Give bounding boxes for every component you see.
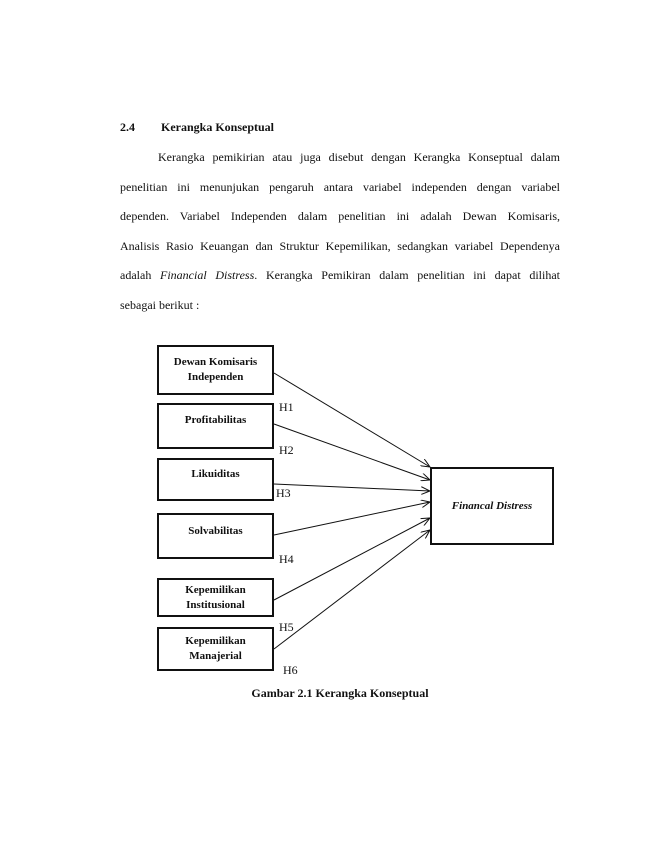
box-dewan-komisaris-independen xyxy=(157,345,274,395)
box-6-line-1: Kepemilikan xyxy=(185,635,246,647)
arrow-h6 xyxy=(274,530,430,649)
box-financial-distress xyxy=(430,467,554,545)
paragraph-line-4: Analisis Rasio Keuangan dan Struktur Kepemilikan, sedangkan variabel Dependenya xyxy=(120,238,560,253)
box-kepemilikan-manajerial xyxy=(157,627,274,671)
hypothesis-h4: H4 xyxy=(279,552,294,566)
box-likuiditas xyxy=(157,458,274,501)
box-solvabilitas xyxy=(157,513,274,559)
paragraph-line-3: dependen. Variabel Independen dalam penelitian ini adalah Dewan Komisaris, xyxy=(120,209,560,223)
box-6-line-2: Manajerial xyxy=(189,650,242,662)
box-4-line-1: Solvabilitas xyxy=(188,525,243,537)
hypothesis-h5: H5 xyxy=(279,620,294,634)
arrow-h3 xyxy=(274,484,430,491)
box-5-line-1: Kepemilikan xyxy=(185,583,246,596)
box-kepemilikan-institusional xyxy=(157,578,274,617)
arrow-h2 xyxy=(274,424,430,480)
hypothesis-h1: H1 xyxy=(279,400,294,414)
dependent-label: Financal Distress xyxy=(451,499,533,512)
paragraph-line-5-italic: Financial Distress xyxy=(160,268,255,282)
box-2-line-1: Profitabilitas xyxy=(184,414,247,426)
hypothesis-h6: H6 xyxy=(283,663,298,677)
hypothesis-h3: H3 xyxy=(276,486,291,500)
section-title: Kerangka Konseptual xyxy=(161,120,275,134)
section-number: 2.4 xyxy=(120,120,135,134)
figure-caption: Gambar 2.1 Kerangka Konseptual xyxy=(251,686,429,700)
paragraph-line-5-pre: adalah xyxy=(120,268,161,282)
box-profitabilitas xyxy=(157,403,274,449)
paragraph-line-1: Kerangka pemikirian atau juga disebut dengan Kerangka Konseptual dalam xyxy=(158,150,560,164)
paragraph-line-5-post: . Kerangka Pemikiran dalam penelitian ini dapat dilihat xyxy=(254,268,561,282)
hypothesis-h2: H2 xyxy=(279,443,294,457)
arrow-h1 xyxy=(274,373,430,467)
box-5-line-2: Institusional xyxy=(186,598,245,611)
box-1-line-1: Dewan Komisaris xyxy=(173,356,258,368)
box-3-line-1: Likuiditas xyxy=(191,468,240,480)
paragraph-line-6: sebagai berikut : xyxy=(120,297,200,312)
box-1-line-2: Independen xyxy=(187,371,244,383)
paragraph-line-2: penelitian ini menunjukan pengaruh antara variabel independen dengan variabel xyxy=(120,179,560,194)
